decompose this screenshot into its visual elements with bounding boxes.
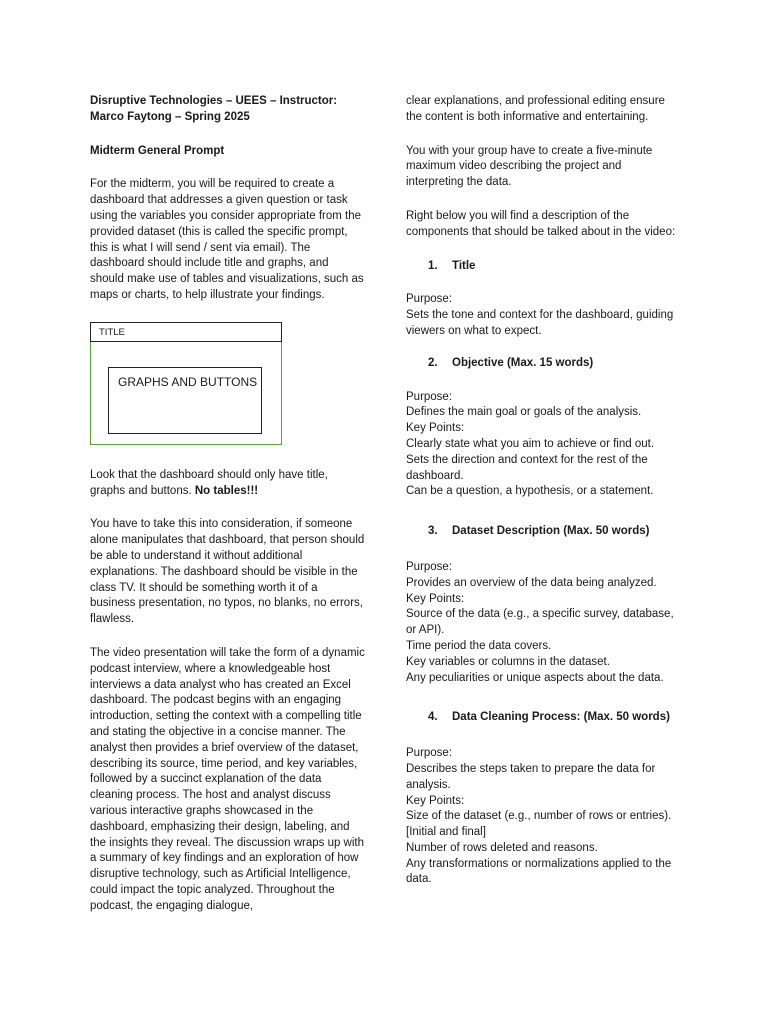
section-number: 3. — [428, 525, 438, 538]
left-column — [90, 94, 365, 914]
diagram-graphs-box: GRAPHS AND BUTTONS — [108, 367, 262, 434]
section-number: 4. — [428, 711, 438, 724]
key-point: Any transformations or normalizations applied to the data. — [406, 857, 672, 886]
section-number: 1. — [428, 259, 438, 272]
key-point: Number of rows deleted and reasons. — [406, 841, 598, 854]
purpose-text: Describes the steps taken to prepare the data for analysis. — [406, 762, 656, 791]
section-number: 2. — [428, 356, 438, 369]
key-point: Clearly state what you aim to achieve or find out. — [406, 437, 655, 450]
no-tables-emphasis: No tables!!! — [194, 484, 259, 497]
key-point: Time period the data covers. — [406, 639, 552, 652]
diagram-title-box: TITLE — [90, 322, 282, 342]
key-points-label: Key Points: — [406, 794, 465, 807]
section-title-body — [406, 292, 681, 339]
purpose-label: Purpose: — [406, 390, 453, 403]
key-points-label: Key Points: — [406, 422, 465, 435]
section-dataset-heading — [428, 524, 681, 540]
key-point: Any peculiarities or unique aspects about the data. — [406, 671, 664, 684]
purpose-text: Sets the tone and context for the dashboard, guiding viewers on what to expect. — [406, 309, 674, 337]
purpose-label: Purpose: — [406, 747, 453, 760]
purpose-text: Provides an overview of the data being analyzed. — [406, 576, 657, 589]
section-title: Data Cleaning Process: (Max. 50 words) — [452, 711, 670, 724]
document-header: Disruptive Technologies – UEES – Instructor: Marco Faytong – Spring 2025 — [90, 95, 338, 123]
key-point: Can be a question, a hypothesis, or a statement. — [406, 485, 654, 498]
purpose-text: Defines the main goal or goals of the analysis. — [406, 406, 642, 419]
note-text: Look that the dashboard should only have title, graphs and buttons. — [90, 468, 328, 497]
purpose-label: Purpose: — [406, 293, 453, 306]
section-objective-body — [406, 390, 681, 501]
key-point: Size of the dataset (e.g., number of rows or entries). [Initial and final] — [406, 810, 672, 839]
video-paragraph: The video presentation will take the form of a dynamic podcast interview, where a knowledgeable host interviews a data analyst who has created an Excel dashboard. The podcast begins with an engaging introduction, setting the context with a compelling title and stating the objective in a concise manner. The analyst then provides a brief overview of the dataset, describing its source, time period, and key variables, followed by a succinct explanation of the data cleaning process. The host and analyst discuss various interactive graphs showcased in the dashboard, emphasizing their design, labeling, and the insights they reveal. The discussion wraps up with a summary of key findings and an exploration of how disruptive technology, such as Artificial Intelligence, could impact the topic analyzed. Throughout the podcast, the engaging dialogue, — [90, 646, 365, 912]
dashboard-layout-diagram — [90, 322, 290, 452]
key-point: Key variables or columns in the dataset. — [406, 655, 610, 668]
prompt-title: Midterm General Prompt — [90, 144, 225, 157]
section-cleaning-heading — [428, 710, 681, 726]
purpose-label: Purpose: — [406, 560, 453, 573]
section-title-heading — [428, 259, 681, 275]
section-objective-heading — [428, 356, 681, 372]
group-paragraph: You with your group have to create a five-minute maximum video describing the project and interpreting the data. — [406, 144, 653, 189]
section-title: Dataset Description (Max. 50 words) — [452, 525, 650, 538]
section-title: Title — [452, 259, 476, 272]
components-intro-paragraph: Right below you will find a description of the components that should be talked about in the video: — [406, 209, 676, 238]
continuation-paragraph: clear explanations, and professional editing ensure the content is both informative and entertaining. — [406, 95, 665, 123]
consideration-paragraph: You have to take this into consideration, if someone alone manipulates that dashboard, that person should be able to understand it without additional explanations. The dashboard should be visible in the class TV. It should be something worth it of a business presentation, no typos, no blanks, no errors, flawless. — [90, 518, 365, 626]
key-point: Sets the direction and context for the rest of the dashboard. — [406, 453, 648, 482]
section-title: Objective (Max. 15 words) — [452, 356, 594, 369]
note-paragraph — [90, 468, 365, 500]
key-point: Source of the data (e.g., a specific survey, database, or API). — [406, 608, 674, 637]
key-points-label: Key Points: — [406, 592, 465, 605]
section-dataset-body — [406, 560, 681, 686]
right-column — [406, 94, 681, 888]
section-cleaning-body — [406, 746, 681, 888]
intro-paragraph: For the midterm, you will be required to create a dashboard that addresses a given question or task using the variables you consider appropriate from the provided dataset (this is called the specific prompt, this is what I will send / sent via email). The dashboard should include title and graphs, and should make use of tables and visualizations, such as maps or charts, to help illustrate your findings. — [90, 178, 364, 301]
